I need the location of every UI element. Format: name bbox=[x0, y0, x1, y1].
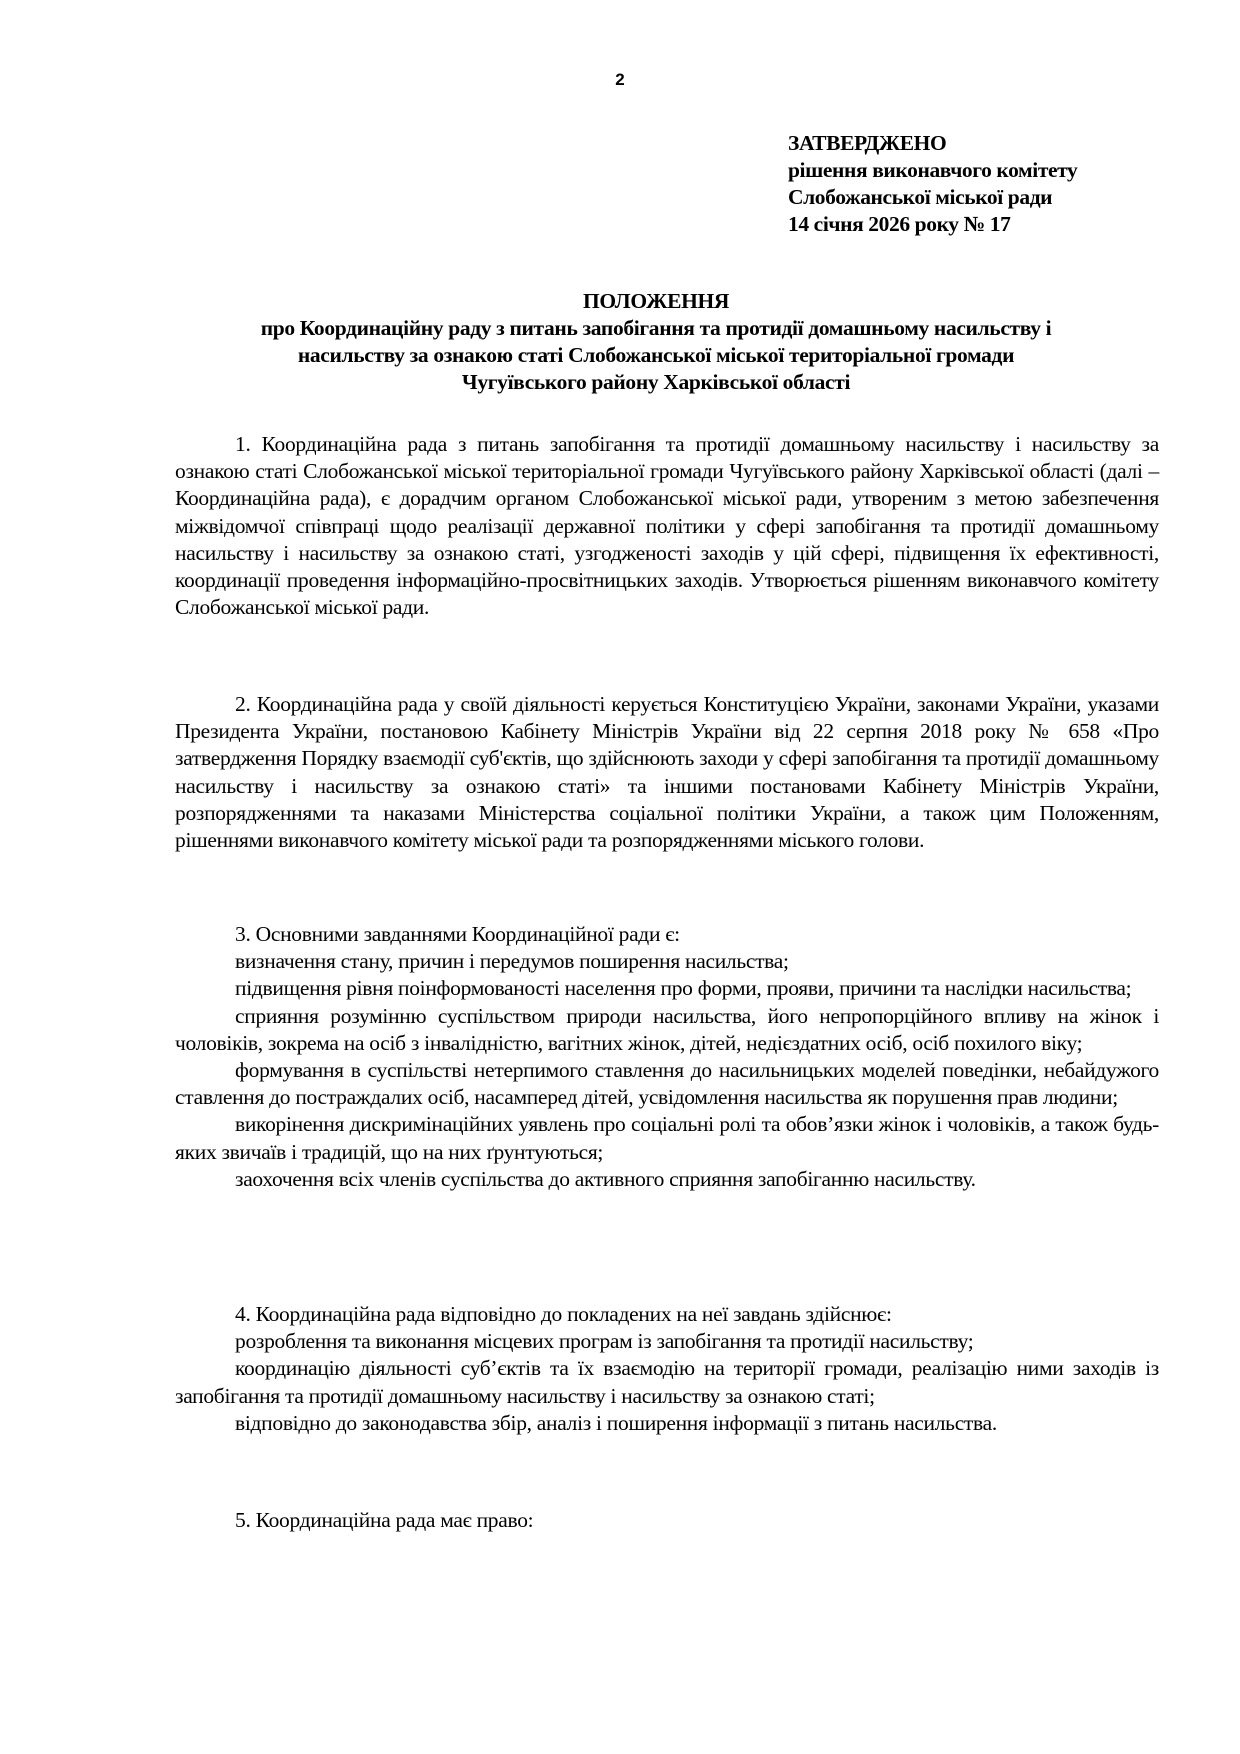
section-1 bbox=[175, 431, 1159, 621]
section-3 bbox=[175, 921, 1159, 1193]
paragraph: 1. Координаційна рада з питань запобігання та протидії домашньому насильству і насильству за ознакою статі Слобожанської міської територіальної громади Чугуївського району Харківської області (далі – Координаційна рада), є дорадчим органом Слобожанської міської ради, утвореним з метою забезпечення міжвідомчої співпраці щодо реалізації державної політики у сфері запобігання та протидії домашньому насильству і насильству за ознакою статі, узгодженості заходів у цій сфері, підвищення їх ефективності, координації проведення інформаційно-просвітницьких заходів. Утворюється рішенням виконавчого комітету Слобожанської міської ради. bbox=[175, 432, 1159, 620]
list-item: підвищення рівня поінформованості населення про форми, прояви, причини та наслідки насильства; bbox=[235, 976, 1132, 1001]
approval-line: ЗАТВЕРДЖЕНО bbox=[788, 131, 947, 155]
title-line: Чугуївського району Харківської області bbox=[461, 370, 851, 394]
section-intro: 3. Основними завданнями Координаційної ради є: bbox=[235, 922, 680, 946]
list-item: координацію діяльності суб’єктів та їх взаємодію на території громади, реалізацію ними заходів із запобігання та протидії домашньому насильству і насильству за ознакою статі; bbox=[175, 1356, 1159, 1408]
section-4 bbox=[175, 1301, 1159, 1437]
list-item: відповідно до законодавства збір, аналіз і поширення інформації з питань насильства. bbox=[235, 1410, 997, 1435]
list-item: сприяння розумінню суспільством природи насильства, його непропорційного впливу на жінок і чоловіків, зокрема на осіб з інвалідністю, вагітних жінок, дітей, недієздатних осіб, осіб похилого віку; bbox=[175, 1003, 1159, 1055]
document-title bbox=[175, 288, 1137, 396]
page-number: 2 bbox=[615, 70, 625, 89]
title-line: насильству за ознакою статі Слобожанської міської територіальної громади bbox=[297, 343, 1015, 367]
list-item: формування в суспільстві нетерпимого ставлення до насильницьких моделей поведінки, небайдужого ставлення до постраждалих осіб, насамперед дітей, усвідомлення насильства як порушення прав людини; bbox=[175, 1058, 1159, 1110]
approval-line: Слобожанської міської ради bbox=[788, 185, 1053, 209]
list-item: розроблення та виконання місцевих програм із запобігання та протидії насильству; bbox=[235, 1329, 974, 1354]
section-intro: 4. Координаційна рада відповідно до покладених на неї завдань здійснює: bbox=[235, 1302, 892, 1326]
paragraph: 2. Координаційна рада у своїй діяльності керується Конституцією України, законами України, указами Президента України, постановою Кабінету Міністрів України від 22 серпня 2018 року № 658 «Про затвердження Порядку взаємодії суб'єктів, що здійснюють заходи у сфері запобігання та протидії домашньому насильству і насильству за ознакою статі» та іншими постановами Кабінету Міністрів України, розпорядженнями та наказами Міністерства соціальної політики України, а також цим Положенням, рішеннями виконавчого комітету міської ради та розпорядженнями міського голови. bbox=[175, 692, 1159, 853]
list-item: викорінення дискримінаційних уявлень про соціальні ролі та обов’язки жінок і чоловіків, а також будь-яких звичаїв і традицій, що на них ґрунтуються; bbox=[175, 1112, 1159, 1164]
section-intro: 5. Координаційна рада має право: bbox=[235, 1508, 534, 1532]
title-heading: ПОЛОЖЕННЯ bbox=[582, 289, 729, 313]
approval-stamp bbox=[788, 130, 1077, 238]
section-5 bbox=[175, 1507, 1159, 1534]
approval-line: 14 січня 2026 року № 17 bbox=[788, 212, 1011, 236]
approval-line: рішення виконавчого комітету bbox=[788, 158, 1078, 182]
title-line: про Координаційну раду з питань запобігання та протидії домашньому насильству і bbox=[260, 316, 1052, 340]
list-item: заохочення всіх членів суспільства до активного сприяння запобіганню насильству. bbox=[235, 1166, 976, 1191]
section-2 bbox=[175, 691, 1159, 854]
list-item: визначення стану, причин і передумов поширення насильства; bbox=[235, 949, 789, 974]
